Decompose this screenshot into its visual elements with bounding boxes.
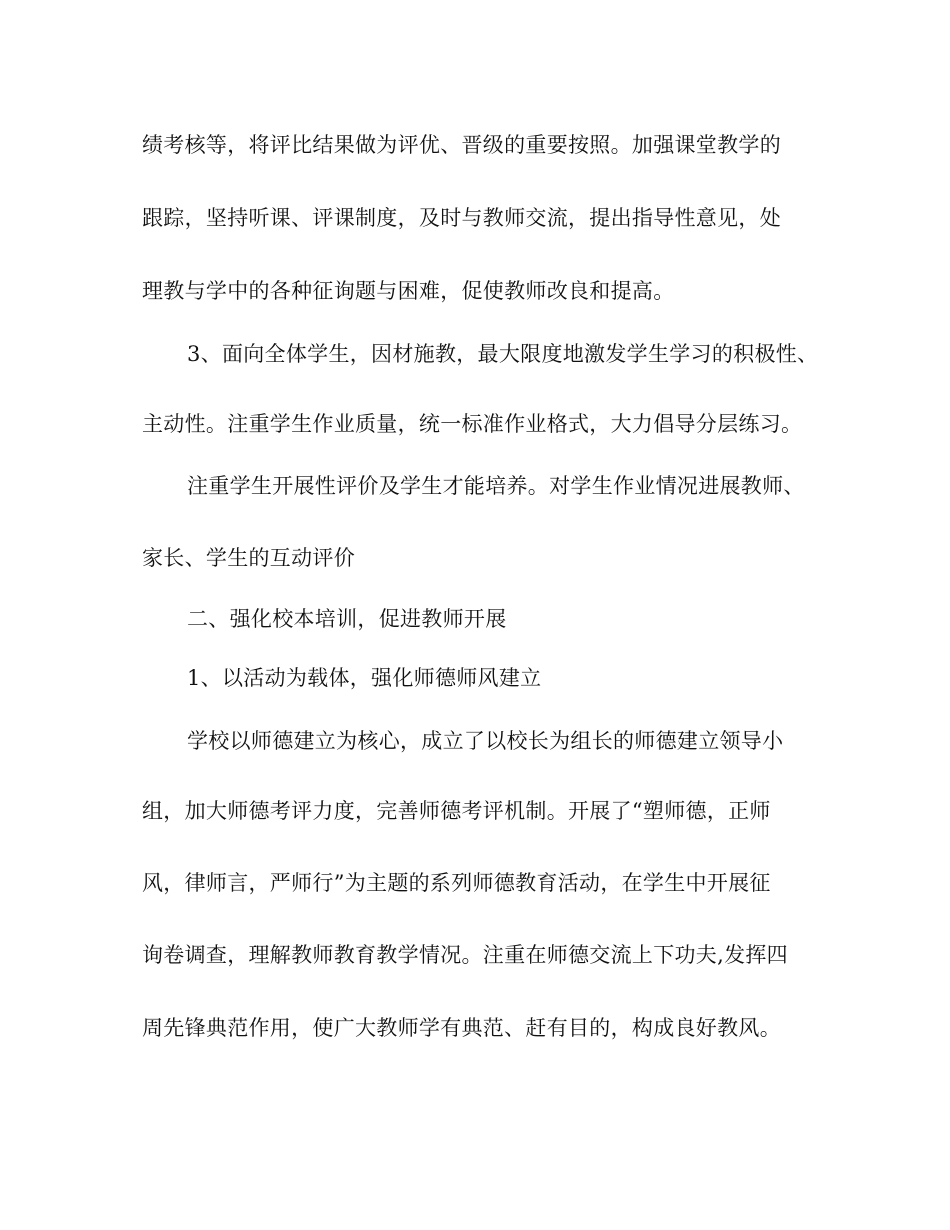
- text-line: 家长、学生的互动评价: [142, 546, 355, 570]
- text-line: 组，加大师德考评力度，完善师德考评机制。开展了“塑师德，正师: [142, 799, 771, 823]
- text-line: 询卷调查，理解教师教育教学情况。注重在师德交流上下功夫,发挥四: [142, 943, 788, 967]
- subsection-heading: 1、以活动为载体，强化师德师风建立: [187, 666, 542, 690]
- paragraph-start-line: 学校以师德建立为核心，成立了以校长为组长的师德建立领导小: [187, 729, 784, 753]
- text-line: 主动性。注重学生作业质量，统一标准作业格式，大力倡导分层练习。: [142, 412, 803, 436]
- text-line: 风，律师言，严师行”为主题的系列师德教育活动，在学生中开展征: [142, 871, 771, 895]
- paragraph-start-line: 注重学生开展性评价及学生才能培养。对学生作业情况进展教师、: [187, 474, 805, 498]
- text-line: 跟踪，坚持听课、评课制度，及时与教师交流，提出指导性意见，处: [142, 206, 781, 230]
- paragraph-start-line: 3、面向全体学生，因材施教，最大限度地激发学生学习的积极性、: [187, 342, 819, 366]
- section-heading: 二、强化校本培训，促进教师开展: [187, 607, 507, 631]
- text-line: 周先锋典范作用，使广大教师学有典范、赶有目的，构成良好教风。: [142, 1016, 781, 1040]
- text-line: 理教与学中的各种征询题与困难，促使教师改良和提高。: [142, 279, 675, 303]
- text-line: 绩考核等，将评比结果做为评优、晋级的重要按照。加强课堂教学的: [142, 133, 781, 157]
